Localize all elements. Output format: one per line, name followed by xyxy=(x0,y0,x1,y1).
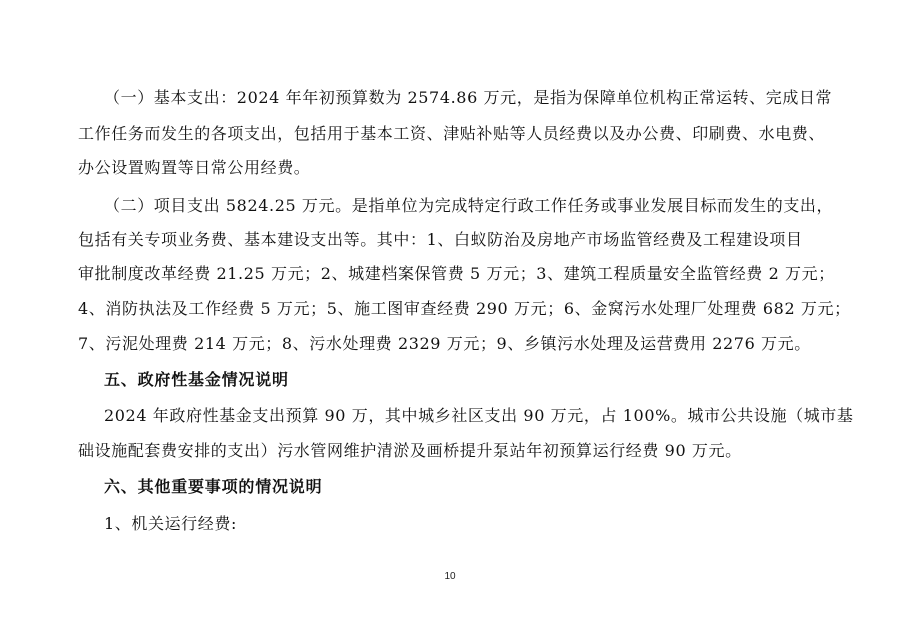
project-expense-line-2: 包括有关专项业务费、基本建设支出等。其中：1、白蚁防治及房地产市场监管经费及工程建设项目 xyxy=(78,230,803,249)
project-expense-line-5: 7、污泥处理费 214 万元；8、污水处理费 2329 万元；9、乡镇污水处理及运营费用 2276 万元。 xyxy=(78,334,811,353)
section-6-item-1: 1、机关运行经费: xyxy=(104,514,237,533)
basic-expense-line-3: 办公设置购置等日常公用经费。 xyxy=(78,158,311,177)
basic-expense-line-1: （一）基本支出：2024 年年初预算数为 2574.86 万元，是指为保障单位机构正常运转、完成日常 xyxy=(104,88,833,107)
project-expense-line-3: 审批制度改革经费 21.25 万元；2、城建档案保管费 5 万元；3、建筑工程质量安全监管经费 2 万元； xyxy=(78,264,835,283)
section-5-heading: 五、政府性基金情况说明 xyxy=(104,370,289,389)
basic-expense-line-2: 工作任务而发生的各项支出，包括用于基本工资、津贴补贴等人员经费以及办公费、印刷费、水电费、 xyxy=(78,124,826,143)
section-5-line-2: 础设施配套费安排的支出）污水管网维护清淤及画桥提升泵站年初预算运行经费 90 万元。 xyxy=(78,441,742,460)
page-number: 10 xyxy=(444,571,456,582)
section-6-heading: 六、其他重要事项的情况说明 xyxy=(104,477,323,496)
project-expense-line-4: 4、消防执法及工作经费 5 万元；5、施工图审查经费 290 万元；6、金窝污水处理厂处理费 682 万元； xyxy=(78,299,851,318)
section-5-line-1: 2024 年政府性基金支出预算 90 万，其中城乡社区支出 90 万元，占 100%。城市公共设施（城市基 xyxy=(104,406,854,425)
project-expense-line-1: （二）项目支出 5824.25 万元。是指单位为完成特定行政工作任务或事业发展目标而发生的支出， xyxy=(104,196,834,215)
